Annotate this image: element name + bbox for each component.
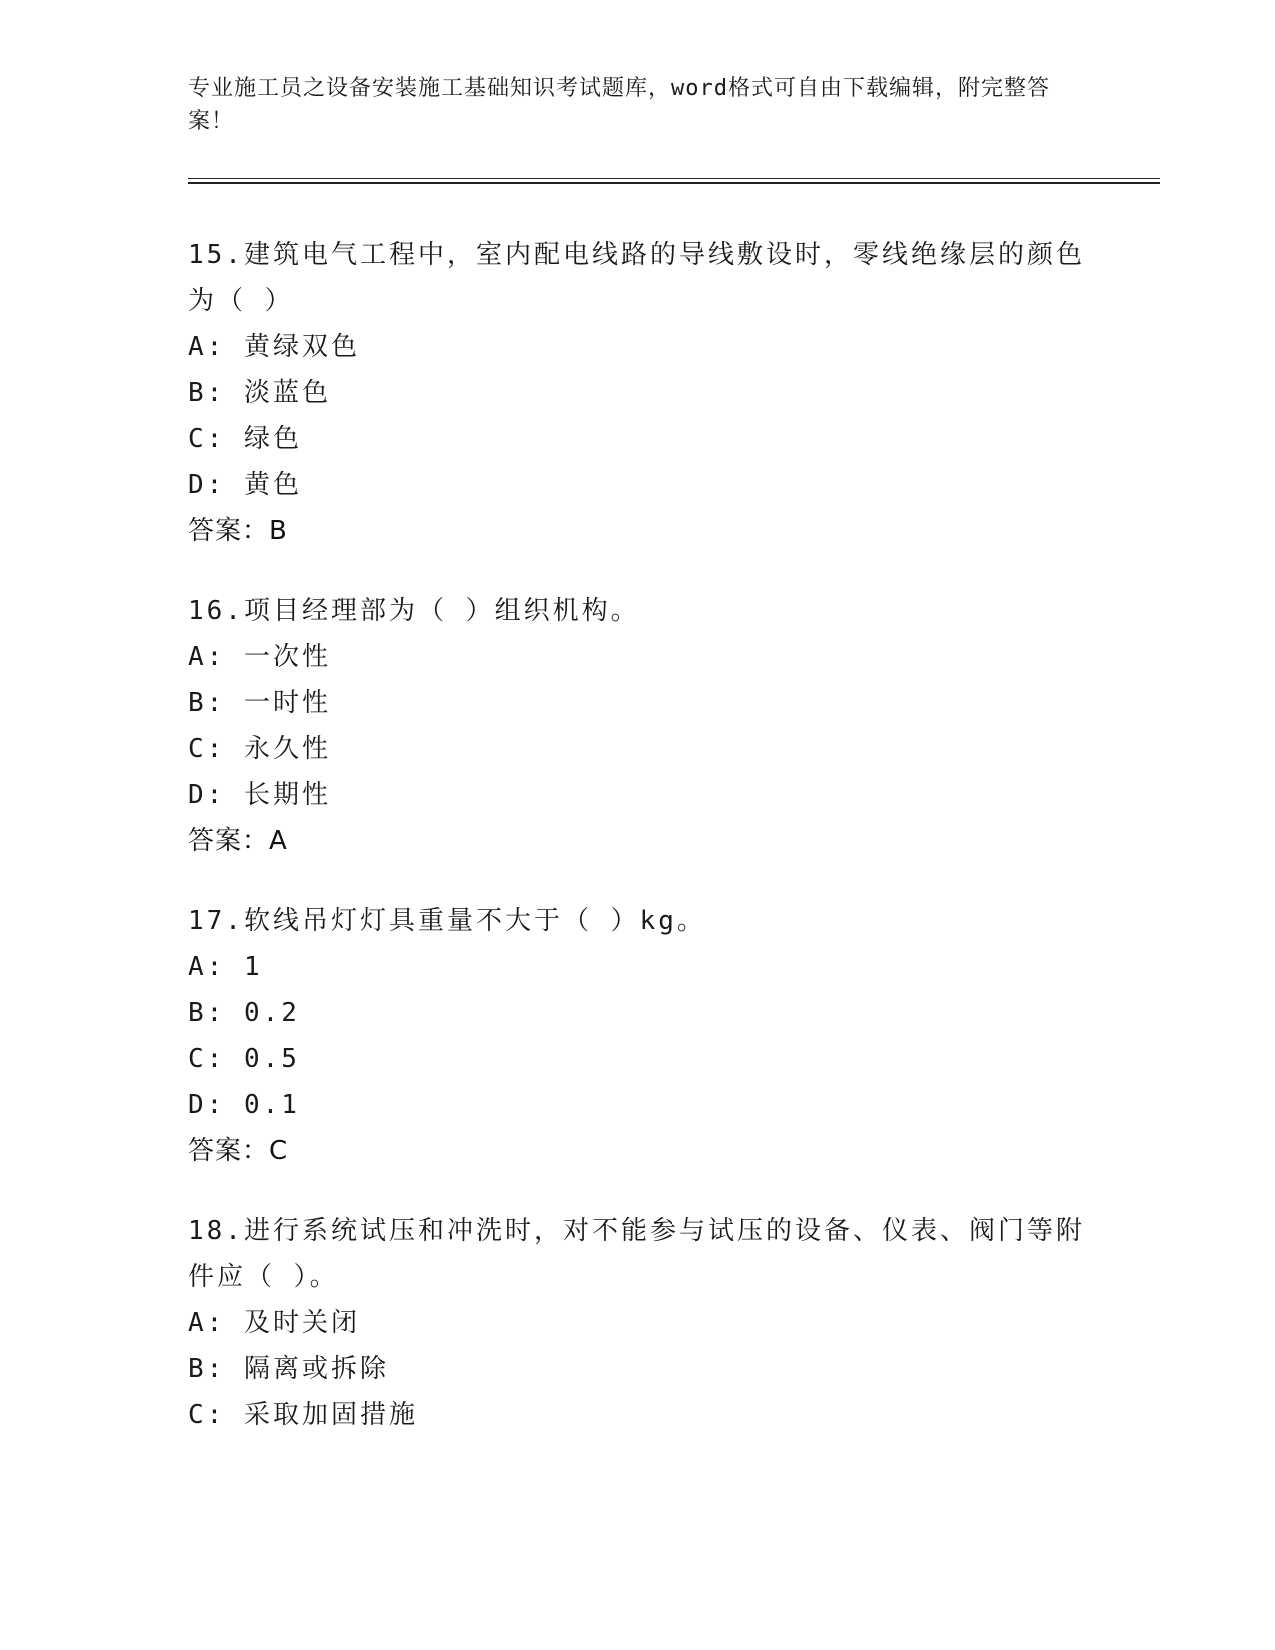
question-stem: 17.软线吊灯灯具重量不大于（ ）kg。: [188, 906, 706, 936]
answer-label: 答案：C: [188, 1136, 289, 1166]
header-divider-thick: [188, 182, 1160, 184]
option-a: A: 1: [188, 952, 263, 982]
question-18: [188, 1208, 1088, 1438]
option-b: B: 淡蓝色: [188, 378, 331, 408]
option-a: A: 及时关闭: [188, 1308, 360, 1338]
option-b: B: 0.2: [188, 998, 300, 1028]
option-c: C: 采取加固措施: [188, 1400, 418, 1430]
question-16: [188, 588, 1088, 864]
answer-label: 答案：A: [188, 826, 288, 856]
question-17: [188, 898, 1088, 1174]
question-stem: 16.项目经理部为（ ）组织机构。: [188, 596, 640, 626]
question-list: [188, 232, 1088, 1472]
option-a: A: 一次性: [188, 642, 331, 672]
option-d: D: 黄色: [188, 470, 302, 500]
option-c: C: 永久性: [188, 734, 331, 764]
option-d: D: 0.1: [188, 1090, 300, 1120]
option-c: C: 0.5: [188, 1044, 300, 1074]
header-divider-thin: [188, 178, 1160, 179]
option-c: C: 绿色: [188, 424, 302, 454]
question-15: [188, 232, 1088, 554]
option-b: B: 一时性: [188, 688, 331, 718]
document-header: 专业施工员之设备安装施工基础知识考试题库，word格式可自由下载编辑，附完整答案！: [188, 76, 1050, 134]
question-stem: 18.进行系统试压和冲洗时，对不能参与试压的设备、仪表、阀门等附件应（ ）。: [188, 1216, 1085, 1292]
option-d: D: 长期性: [188, 780, 331, 810]
question-stem: 15.建筑电气工程中，室内配电线路的导线敷设时，零线绝缘层的颜色为（ ）: [188, 240, 1085, 316]
answer-label: 答案：B: [188, 516, 288, 546]
option-b: B: 隔离或拆除: [188, 1354, 389, 1384]
option-a: A: 黄绿双色: [188, 332, 360, 362]
